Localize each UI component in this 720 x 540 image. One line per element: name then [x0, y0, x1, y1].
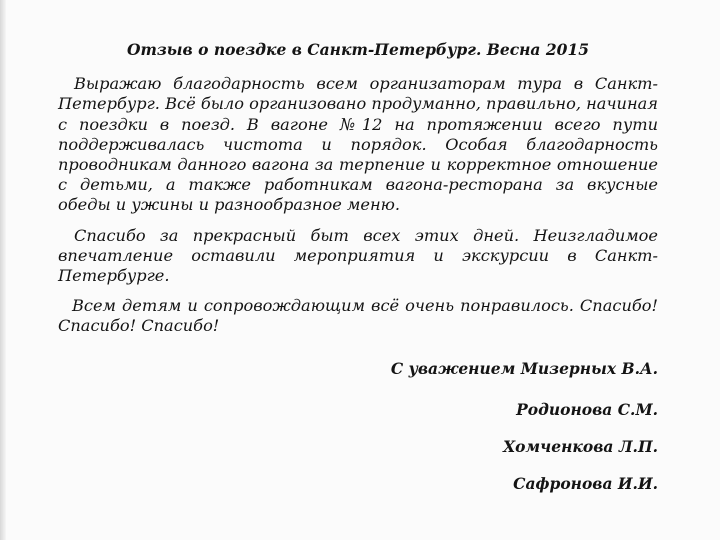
closing-line: С уважением Мизерных В.А. — [390, 358, 658, 378]
letter-title: Отзыв о поездке в Санкт-Петербург. Весна 2015 — [126, 40, 590, 59]
paragraph-thanks: Всем детям и сопровождающим всё очень понравилось. Спасибо! Спасибо! Спасибо! — [58, 296, 658, 336]
page-edge-shadow — [0, 0, 6, 540]
paragraph-gratitude: Выражаю благодарность всем организаторам тура в Санкт-Петербург. Всё было организовано продуманно, правильно, начиная с поездки в поезд. В вагоне №12 на протяжении всего пути поддерживалась чистота и порядок. Особая благодарность проводникам данного вагона за терпение и корректное отношение с детьми, а также работникам вагона-ресторана за вкусные обеды и ужины и разнообразное меню. — [58, 74, 658, 215]
signature-block — [58, 359, 658, 495]
review-letter — [58, 40, 658, 511]
signatory-2: Хомченкова Л.П. — [503, 437, 658, 457]
signatory-1: Родионова С.М. — [516, 399, 658, 419]
signatory-3: Сафронова И.И. — [513, 474, 658, 494]
paragraph-impressions: Спасибо за прекрасный быт всех этих дней. Неизгладимое впечатление оставили мероприятия и экскурсии в Санкт-Петербурге. — [58, 225, 658, 286]
